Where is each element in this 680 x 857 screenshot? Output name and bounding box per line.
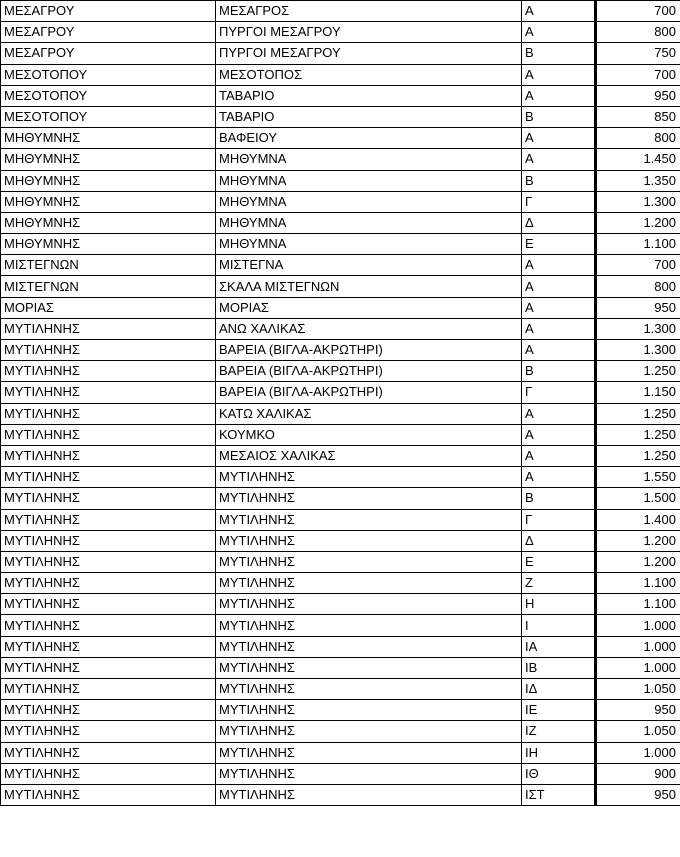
price-cell: 700 (596, 1, 680, 22)
zone-cell: Ι (522, 615, 596, 636)
location-cell: ΜΥΤΙΛΗΝΗΣ (216, 657, 522, 678)
price-cell: 950 (596, 784, 680, 805)
price-cell: 1.050 (596, 679, 680, 700)
location-cell: ΠΥΡΓΟΙ ΜΕΣΑΓΡΟΥ (216, 22, 522, 43)
zone-cell: Δ (522, 212, 596, 233)
table-row (1, 551, 680, 572)
municipality-cell: ΜΗΘΥΜΝΗΣ (1, 234, 216, 255)
table-row (1, 85, 680, 106)
price-cell: 850 (596, 106, 680, 127)
zone-cell: Α (522, 340, 596, 361)
zone-cell: Γ (522, 382, 596, 403)
price-cell: 950 (596, 700, 680, 721)
municipality-cell: ΜΙΣΤΕΓΝΩΝ (1, 255, 216, 276)
table-row (1, 657, 680, 678)
price-cell: 1.150 (596, 382, 680, 403)
price-cell: 1.000 (596, 742, 680, 763)
municipality-cell: ΜΥΤΙΛΗΝΗΣ (1, 657, 216, 678)
price-cell: 800 (596, 22, 680, 43)
municipality-cell: ΜΗΘΥΜΝΗΣ (1, 128, 216, 149)
zone-cell: Β (522, 43, 596, 64)
municipality-cell: ΜΥΤΙΛΗΝΗΣ (1, 509, 216, 530)
price-cell: 950 (596, 297, 680, 318)
zone-cell: Α (522, 403, 596, 424)
location-cell: ΚΟΥΜΚΟ (216, 424, 522, 445)
table-row (1, 1, 680, 22)
municipality-cell: ΜΥΤΙΛΗΝΗΣ (1, 488, 216, 509)
table-row (1, 128, 680, 149)
municipality-cell: ΜΕΣΟΤΟΠΟΥ (1, 85, 216, 106)
zone-cell: Ε (522, 551, 596, 572)
municipality-cell: ΜΥΤΙΛΗΝΗΣ (1, 361, 216, 382)
municipality-cell: ΜΥΤΙΛΗΝΗΣ (1, 403, 216, 424)
zone-cell: Β (522, 361, 596, 382)
table-row (1, 700, 680, 721)
municipality-cell: ΜΗΘΥΜΝΗΣ (1, 149, 216, 170)
zone-cell: ΙΕ (522, 700, 596, 721)
location-cell: ΜΕΣΑΙΟΣ ΧΑΛΙΚΑΣ (216, 445, 522, 466)
table-row (1, 467, 680, 488)
location-cell: ΜΥΤΙΛΗΝΗΣ (216, 742, 522, 763)
table-row (1, 679, 680, 700)
zone-cell: Δ (522, 530, 596, 551)
zone-cell: Α (522, 64, 596, 85)
municipality-cell: ΜΕΣΟΤΟΠΟΥ (1, 64, 216, 85)
price-cell: 1.300 (596, 340, 680, 361)
location-cell: ΜΥΤΙΛΗΝΗΣ (216, 530, 522, 551)
price-cell: 1.250 (596, 361, 680, 382)
location-cell: ΜΗΘΥΜΝΑ (216, 149, 522, 170)
municipality-cell: ΜΗΘΥΜΝΗΣ (1, 170, 216, 191)
table-row (1, 403, 680, 424)
zone-cell: Α (522, 318, 596, 339)
location-cell: ΑΝΩ ΧΑΛΙΚΑΣ (216, 318, 522, 339)
price-cell: 800 (596, 128, 680, 149)
table-row (1, 784, 680, 805)
location-cell: ΜΥΤΙΛΗΝΗΣ (216, 467, 522, 488)
zone-cell: Α (522, 149, 596, 170)
municipality-cell: ΜΕΣΟΤΟΠΟΥ (1, 106, 216, 127)
table-row (1, 318, 680, 339)
price-cell: 1.500 (596, 488, 680, 509)
municipality-cell: ΜΗΘΥΜΝΗΣ (1, 212, 216, 233)
municipality-cell: ΜΥΤΙΛΗΝΗΣ (1, 721, 216, 742)
price-cell: 1.100 (596, 573, 680, 594)
municipality-cell: ΜΥΤΙΛΗΝΗΣ (1, 594, 216, 615)
location-cell: ΒΑΡΕΙΑ (ΒΙΓΛΑ-ΑΚΡΩΤΗΡΙ) (216, 361, 522, 382)
zone-cell: Α (522, 445, 596, 466)
price-cell: 1.250 (596, 445, 680, 466)
table-row (1, 445, 680, 466)
municipality-cell: ΜΥΤΙΛΗΝΗΣ (1, 763, 216, 784)
location-cell: ΜΥΤΙΛΗΝΗΣ (216, 594, 522, 615)
price-cell: 1.250 (596, 424, 680, 445)
price-cell: 1.300 (596, 318, 680, 339)
price-cell: 1.350 (596, 170, 680, 191)
zone-cell: Η (522, 594, 596, 615)
price-cell: 700 (596, 255, 680, 276)
location-cell: ΜΥΤΙΛΗΝΗΣ (216, 488, 522, 509)
table-row (1, 340, 680, 361)
zone-cell: ΙΣΤ (522, 784, 596, 805)
zone-cell: ΙΑ (522, 636, 596, 657)
location-cell: ΜΥΤΙΛΗΝΗΣ (216, 551, 522, 572)
price-cell: 1.000 (596, 636, 680, 657)
municipality-cell: ΜΥΤΙΛΗΝΗΣ (1, 318, 216, 339)
location-cell: ΜΟΡΙΑΣ (216, 297, 522, 318)
municipality-cell: ΜΥΤΙΛΗΝΗΣ (1, 424, 216, 445)
location-cell: ΜΕΣΟΤΟΠΟΣ (216, 64, 522, 85)
table-row (1, 488, 680, 509)
location-cell: ΜΗΘΥΜΝΑ (216, 212, 522, 233)
municipality-cell: ΜΥΤΙΛΗΝΗΣ (1, 382, 216, 403)
municipality-cell: ΜΟΡΙΑΣ (1, 297, 216, 318)
zone-cell: Α (522, 276, 596, 297)
location-cell: ΤΑΒΑΡΙΟ (216, 85, 522, 106)
zone-cell: Α (522, 1, 596, 22)
zone-cell: ΙΒ (522, 657, 596, 678)
municipality-cell: ΜΥΤΙΛΗΝΗΣ (1, 615, 216, 636)
zone-cell: Α (522, 85, 596, 106)
municipality-cell: ΜΥΤΙΛΗΝΗΣ (1, 445, 216, 466)
table-row (1, 255, 680, 276)
table-row (1, 763, 680, 784)
municipality-cell: ΜΥΤΙΛΗΝΗΣ (1, 636, 216, 657)
table-row (1, 276, 680, 297)
price-cell: 1.550 (596, 467, 680, 488)
location-cell: ΜΥΤΙΛΗΝΗΣ (216, 700, 522, 721)
table-row (1, 594, 680, 615)
table-row (1, 573, 680, 594)
price-cell: 1.000 (596, 657, 680, 678)
price-cell: 1.400 (596, 509, 680, 530)
zone-cell: Γ (522, 509, 596, 530)
price-cell: 700 (596, 64, 680, 85)
zone-cell: Β (522, 106, 596, 127)
location-cell: ΜΥΤΙΛΗΝΗΣ (216, 573, 522, 594)
zone-cell: Β (522, 170, 596, 191)
table-row (1, 382, 680, 403)
price-cell: 1.100 (596, 234, 680, 255)
zone-cell: Α (522, 297, 596, 318)
price-cell: 1.200 (596, 530, 680, 551)
price-cell: 1.200 (596, 551, 680, 572)
table-row (1, 361, 680, 382)
zone-cell: Α (522, 467, 596, 488)
zone-cell: Γ (522, 191, 596, 212)
price-cell: 750 (596, 43, 680, 64)
table-row (1, 191, 680, 212)
table-row (1, 742, 680, 763)
table-row (1, 170, 680, 191)
location-cell: ΜΗΘΥΜΝΑ (216, 234, 522, 255)
price-cell: 900 (596, 763, 680, 784)
price-cell: 800 (596, 276, 680, 297)
table-row (1, 43, 680, 64)
price-cell: 1.100 (596, 594, 680, 615)
table-row (1, 106, 680, 127)
table-row (1, 636, 680, 657)
table-row (1, 297, 680, 318)
table-body (1, 1, 680, 806)
price-cell: 1.050 (596, 721, 680, 742)
zone-cell: Ε (522, 234, 596, 255)
location-cell: ΒΑΦΕΙΟΥ (216, 128, 522, 149)
location-cell: ΜΥΤΙΛΗΝΗΣ (216, 615, 522, 636)
location-cell: ΒΑΡΕΙΑ (ΒΙΓΛΑ-ΑΚΡΩΤΗΡΙ) (216, 340, 522, 361)
location-cell: ΣΚΑΛΑ ΜΙΣΤΕΓΝΩΝ (216, 276, 522, 297)
municipality-cell: ΜΥΤΙΛΗΝΗΣ (1, 573, 216, 594)
price-cell: 1.300 (596, 191, 680, 212)
zone-cell: Β (522, 488, 596, 509)
municipality-cell: ΜΕΣΑΓΡΟΥ (1, 22, 216, 43)
table-row (1, 509, 680, 530)
municipality-cell: ΜΥΤΙΛΗΝΗΣ (1, 700, 216, 721)
table-row (1, 22, 680, 43)
zone-cell: ΙΖ (522, 721, 596, 742)
price-cell: 950 (596, 85, 680, 106)
municipality-cell: ΜΥΤΙΛΗΝΗΣ (1, 551, 216, 572)
price-cell: 1.000 (596, 615, 680, 636)
zone-cell: Α (522, 22, 596, 43)
location-cell: ΒΑΡΕΙΑ (ΒΙΓΛΑ-ΑΚΡΩΤΗΡΙ) (216, 382, 522, 403)
location-cell: ΜΥΤΙΛΗΝΗΣ (216, 679, 522, 700)
location-cell: ΜΕΣΑΓΡΟΣ (216, 1, 522, 22)
location-cell: ΜΥΤΙΛΗΝΗΣ (216, 784, 522, 805)
table-row (1, 721, 680, 742)
zone-cell: Α (522, 255, 596, 276)
location-cell: ΜΥΤΙΛΗΝΗΣ (216, 509, 522, 530)
location-cell: ΜΙΣΤΕΓΝΑ (216, 255, 522, 276)
municipality-cell: ΜΥΤΙΛΗΝΗΣ (1, 340, 216, 361)
table-row (1, 424, 680, 445)
zone-cell: ΙΗ (522, 742, 596, 763)
table-row (1, 234, 680, 255)
municipality-cell: ΜΕΣΑΓΡΟΥ (1, 1, 216, 22)
table-row (1, 149, 680, 170)
municipality-cell: ΜΥΤΙΛΗΝΗΣ (1, 742, 216, 763)
price-cell: 1.250 (596, 403, 680, 424)
table-row (1, 212, 680, 233)
table-row (1, 64, 680, 85)
price-cell: 1.200 (596, 212, 680, 233)
location-cell: ΜΥΤΙΛΗΝΗΣ (216, 636, 522, 657)
zone-cell: Α (522, 424, 596, 445)
price-cell: 1.450 (596, 149, 680, 170)
zone-cell: ΙΘ (522, 763, 596, 784)
location-cell: ΜΗΘΥΜΝΑ (216, 170, 522, 191)
table-row (1, 530, 680, 551)
municipality-cell: ΜΥΤΙΛΗΝΗΣ (1, 679, 216, 700)
location-cell: ΤΑΒΑΡΙΟ (216, 106, 522, 127)
municipality-cell: ΜΙΣΤΕΓΝΩΝ (1, 276, 216, 297)
zone-cell: Α (522, 128, 596, 149)
zone-cell: ΙΔ (522, 679, 596, 700)
location-cell: ΚΑΤΩ ΧΑΛΙΚΑΣ (216, 403, 522, 424)
zone-cell: Ζ (522, 573, 596, 594)
municipality-cell: ΜΥΤΙΛΗΝΗΣ (1, 467, 216, 488)
municipality-cell: ΜΥΤΙΛΗΝΗΣ (1, 530, 216, 551)
location-cell: ΜΗΘΥΜΝΑ (216, 191, 522, 212)
location-cell: ΜΥΤΙΛΗΝΗΣ (216, 763, 522, 784)
location-cell: ΠΥΡΓΟΙ ΜΕΣΑΓΡΟΥ (216, 43, 522, 64)
municipality-cell: ΜΥΤΙΛΗΝΗΣ (1, 784, 216, 805)
municipality-cell: ΜΕΣΑΓΡΟΥ (1, 43, 216, 64)
municipality-cell: ΜΗΘΥΜΝΗΣ (1, 191, 216, 212)
location-cell: ΜΥΤΙΛΗΝΗΣ (216, 721, 522, 742)
table-row (1, 615, 680, 636)
